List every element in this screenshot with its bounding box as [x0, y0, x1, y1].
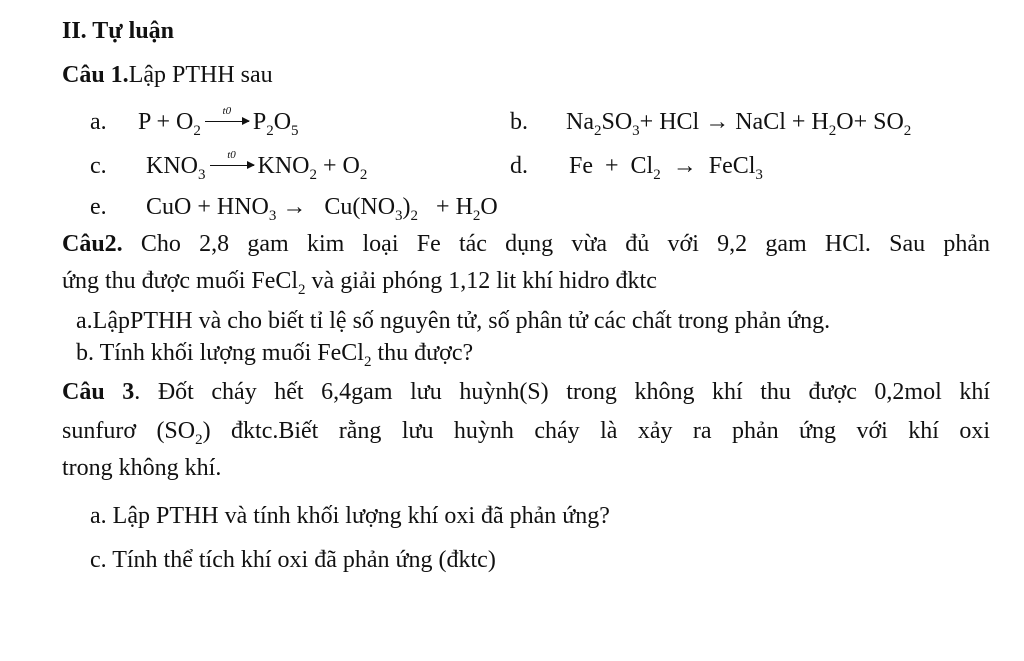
question-1-label: Câu 1. [62, 62, 129, 88]
equation-e: CuO + $HNO_3 \to Cu(NO_3)_2 + H_2O$ [146, 194, 498, 224]
section-title: II. Tự luận [62, 18, 175, 44]
question-3-line-1: Câu 3. Đốt cháy hết 6,4gam lưu huỳnh(S) trong không khí thu được 0,2mol khí [62, 379, 990, 405]
question-3-part-c: c. Tính thể tích khí oxi đã phản ứng (đktc) [90, 547, 496, 573]
question-1-heading [62, 60, 273, 90]
heat-arrow-icon: t0 [210, 151, 254, 181]
equation-d: $Fe + Cl_2$ → FeCl$_3$ [569, 153, 763, 183]
question-3-label: Câu 3 [62, 379, 135, 405]
question-3-line-3: trong không khí. [62, 455, 222, 481]
question-2-label: Câu2. [62, 231, 123, 257]
equation-e-label: e. [90, 194, 107, 220]
question-3-part-a: a. Lập PTHH và tính khối lượng khí oxi đã phản ứng? [90, 503, 610, 529]
equation-c-label: c. [90, 153, 107, 179]
question-2-part-b: b. Tính khối lượng muối FeCl$_2$ thu được? [76, 340, 474, 370]
equation-b-label: b. [510, 109, 528, 135]
equation-c: $KNO_3$ t0 $KNO_2 + O_2$ [146, 149, 368, 183]
question-1-text: Lập PTHH sau [128, 62, 273, 88]
question-2-line-2: ứng thu được muối FeCl$_2$ và giải phóng 1,12 lit khí hidro đktc [62, 268, 657, 298]
equation-a-label: a. [90, 109, 107, 135]
question-2-part-a: a.LậpPTHH và cho biết tỉ lệ số nguyên tử, số phân tử các chất trong phản ứng. [76, 308, 831, 334]
equation-a: $P + O_2$ t0 $P_2O_5$ [138, 105, 299, 139]
heat-arrow-icon: t0 [205, 107, 249, 137]
question-3-line-2: sunfurơ $(SO_2)$ đktc.Biết rằng lưu huỳnh cháy là xảy ra phản ứng với khí oxi [62, 418, 990, 448]
equation-b: $Na_2SO_3+$ HCl → NaCl + $H_2O+ SO_2$ [566, 109, 912, 139]
question-2-line-1: Câu2. Cho 2,8 gam kim loại Fe tác dụng vừa đủ với 9,2 gam HCl. Sau phản [62, 231, 990, 257]
equation-d-label: d. [510, 153, 528, 179]
